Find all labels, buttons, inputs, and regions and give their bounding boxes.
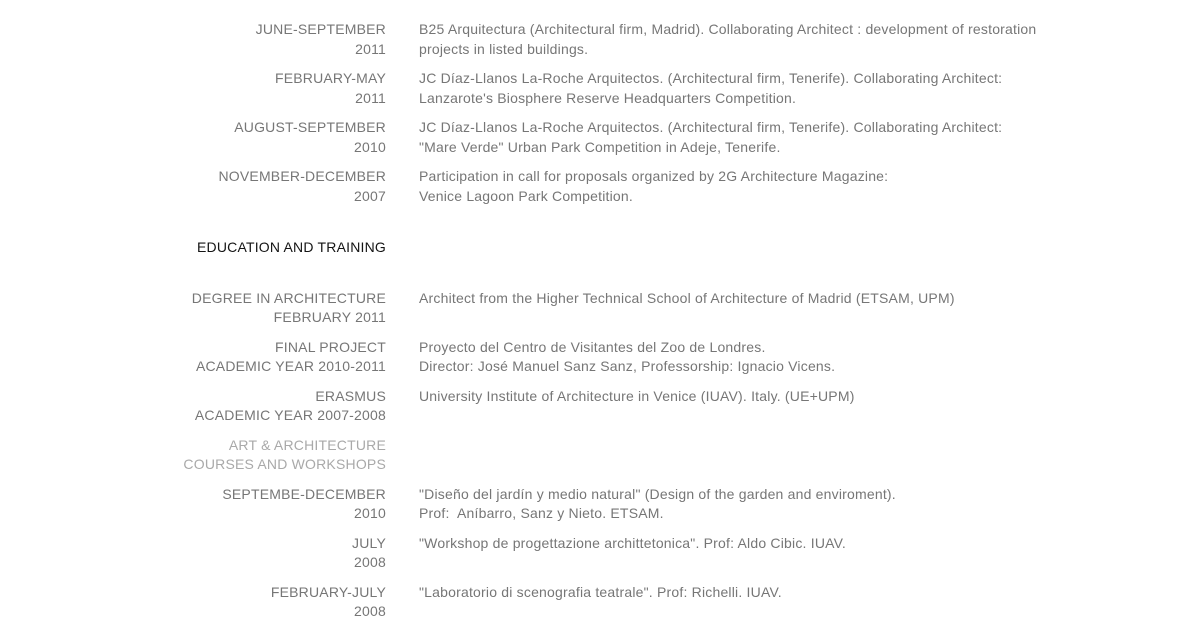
row-label [0, 20, 386, 59]
row-label-line: SEPTEMBE-DECEMBER [222, 485, 386, 502]
section-row [0, 238, 1200, 258]
row-label-line: 2008 [354, 554, 386, 570]
row-label [0, 167, 386, 206]
subsection-row [0, 436, 1200, 475]
row-description [419, 20, 1200, 59]
description-line: Prof: Aníbarro, Sanz y Nieto. ETSAM. [419, 505, 664, 521]
timeline-row [0, 20, 1200, 59]
row-label-line: FINAL PROJECT [275, 338, 386, 355]
row-label [0, 289, 386, 328]
timeline-row [0, 69, 1200, 108]
row-description [419, 338, 1200, 377]
row-description [419, 583, 1200, 622]
row-label [0, 485, 386, 524]
timeline-row [0, 387, 1200, 426]
row-description [419, 118, 1200, 157]
row-label-line: NOVEMBER-DECEMBER [218, 168, 386, 184]
row-label [0, 387, 386, 426]
section-heading: EDUCATION AND TRAINING [196, 239, 386, 255]
description-line: Director: José Manuel Sanz Sanz, Professorship: Ignacio Vicens. [419, 358, 836, 374]
row-label-line: AUGUST-SEPTEMBER [234, 119, 386, 135]
row-label-line: JUNE-SEPTEMBER [255, 21, 386, 37]
description-line: B25 Arquitectura (Architectural firm, Madrid). Collaborating Architect : development of restoration [419, 21, 1037, 37]
description-line: "Laboratorio di scenografia teatrale". Prof: Richelli. IUAV. [419, 583, 782, 600]
row-label-line: FEBRUARY-MAY [274, 70, 386, 86]
description-line: "Mare Verde" Urban Park Competition in Adeje, Tenerife. [419, 138, 781, 155]
description-line: "Diseño del jardín y medio natural" (Design of the garden and enviroment). [419, 485, 896, 502]
description-line: "Workshop de progettazione archittetonica". Prof: Aldo Cibic. IUAV. [419, 534, 846, 551]
timeline-row [0, 289, 1200, 328]
timeline-row [0, 338, 1200, 377]
description-line: Architect from the Higher Technical School of Architecture of Madrid (ETSAM, UPM) [419, 289, 955, 306]
row-description [419, 289, 1200, 328]
description-line: JC Díaz-Llanos La-Roche Arquitectos. (Architectural firm, Tenerife). Collaborating Architect: [419, 70, 1003, 86]
row-label-line: 2010 [354, 505, 386, 521]
description-line: projects in listed buildings. [419, 40, 589, 57]
timeline-row [0, 583, 1200, 622]
row-label [0, 118, 386, 157]
description-line: JC Díaz-Llanos La-Roche Arquitectos. (Architectural firm, Tenerife). Collaborating Architect: [419, 119, 1003, 135]
timeline-row [0, 485, 1200, 524]
timeline-row [0, 118, 1200, 157]
row-label-line: 2011 [355, 40, 386, 57]
row-description [419, 167, 1200, 206]
timeline-row [0, 167, 1200, 206]
subsection-heading-line: COURSES AND WORKSHOPS [183, 456, 386, 472]
row-description [419, 387, 1200, 426]
row-label-line: 2011 [355, 89, 386, 106]
row-label-line: 2010 [354, 138, 386, 155]
row-label-line: FEBRUARY 2011 [273, 309, 386, 325]
description-line: University Institute of Architecture in Venice (IUAV). Italy. (UE+UPM) [419, 387, 855, 404]
row-label [0, 583, 386, 622]
subsection-heading [0, 436, 386, 475]
row-label [0, 534, 386, 573]
row-description [419, 534, 1200, 573]
description-line: Participation in call for proposals organized by 2G Architecture Magazine: [419, 168, 889, 184]
row-description [419, 485, 1200, 524]
subsection-heading-line: ART & ARCHITECTURE [228, 436, 386, 453]
row-label-line: 2008 [354, 603, 386, 619]
row-label [0, 338, 386, 377]
row-label-line: FEBRUARY-JULY [270, 583, 386, 600]
row-label-line: ACADEMIC YEAR 2007-2008 [194, 407, 386, 423]
row-label-line: ERASMUS [315, 387, 386, 404]
description-line: Venice Lagoon Park Competition. [419, 187, 633, 204]
description-line: Lanzarote's Biosphere Reserve Headquarters Competition. [419, 89, 797, 106]
subsection-heading-spacer [419, 436, 1200, 475]
row-label-line: DEGREE IN ARCHITECTURE [191, 289, 386, 306]
section-heading-spacer [419, 238, 1200, 258]
row-description [419, 69, 1200, 108]
description-line: Proyecto del Centro de Visitantes del Zoo de Londres. [419, 338, 766, 355]
row-label [0, 69, 386, 108]
row-label-line: 2007 [354, 187, 386, 204]
row-label-line: ACADEMIC YEAR 2010-2011 [195, 358, 386, 374]
row-label-line: JULY [352, 534, 386, 551]
timeline-row [0, 534, 1200, 573]
